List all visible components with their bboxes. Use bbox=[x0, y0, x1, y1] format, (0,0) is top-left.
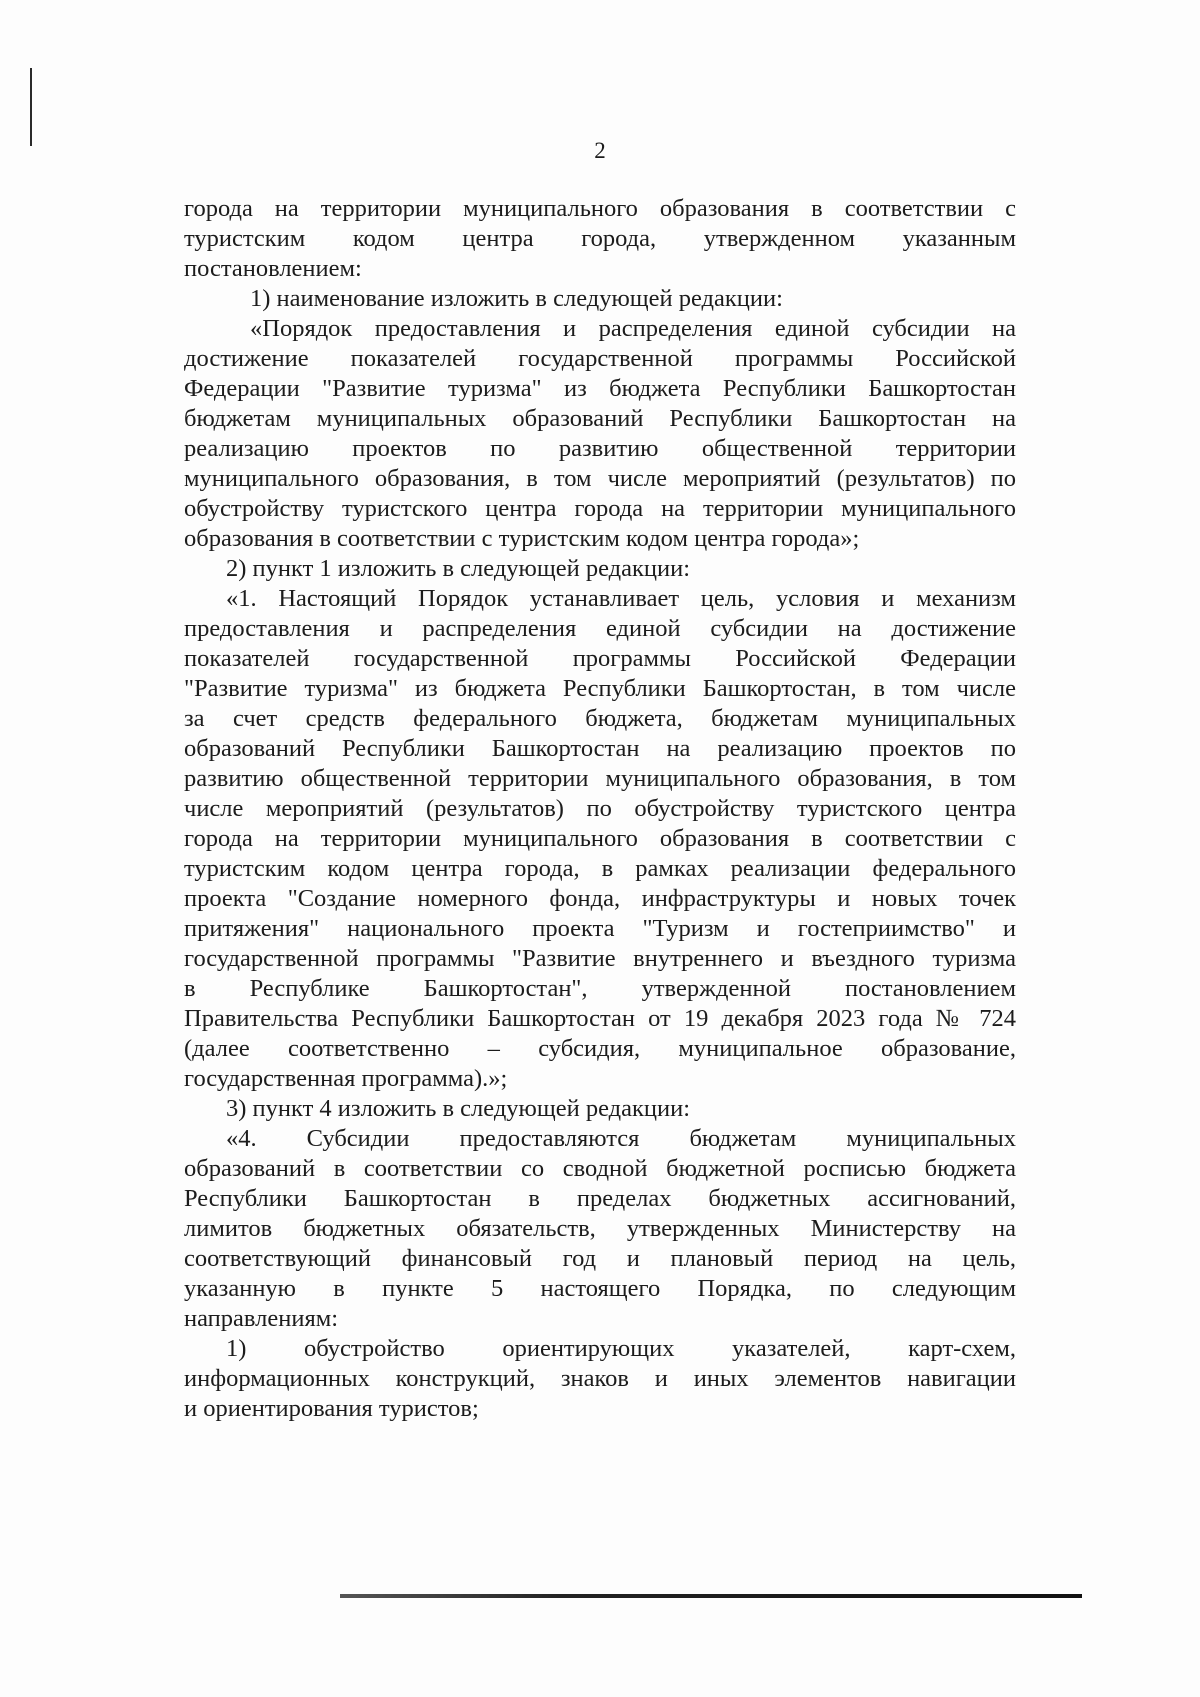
text-line: за счет средств федерального бюджета, бюджетам муниципальных bbox=[184, 705, 1016, 732]
scan-edge-mark bbox=[30, 68, 32, 146]
text-line: образований в соответствии со сводной бюджетной росписью бюджета bbox=[184, 1155, 1016, 1182]
text-line: информационных конструкций, знаков и иных элементов навигации bbox=[184, 1365, 1016, 1392]
text-line: Федерации "Развитие туризма" из бюджета Республики Башкортостан bbox=[184, 375, 1016, 402]
text-line: показателей государственной программы Российской Федерации bbox=[184, 645, 1016, 672]
text-line: бюджетам муниципальных образований Республики Башкортостан на bbox=[184, 405, 1016, 432]
text-line: «Порядок предоставления и распределения единой субсидии на bbox=[250, 315, 1016, 342]
text-line: Республики Башкортостан в пределах бюджетных ассигнований, bbox=[184, 1185, 1016, 1212]
text-line: реализацию проектов по развитию общественной территории bbox=[184, 435, 1016, 462]
text-line: развитию общественной территории муниципального образования, в том bbox=[184, 765, 1016, 792]
text-line: постановлением: bbox=[184, 255, 362, 282]
text-line: «4. Субсидии предоставляются бюджетам муниципальных bbox=[226, 1125, 1016, 1152]
text-line: 1) наименование изложить в следующей редакции: bbox=[250, 285, 783, 312]
text-line: направлениям: bbox=[184, 1305, 339, 1332]
text-line: муниципального образования, в том числе мероприятий (результатов) по bbox=[184, 465, 1016, 492]
text-line: "Развитие туризма" из бюджета Республики Башкортостан, в том числе bbox=[184, 675, 1016, 702]
text-line: числе мероприятий (результатов) по обустройству туристского центра bbox=[184, 795, 1016, 822]
footer-rule bbox=[340, 1594, 1082, 1598]
text-line: лимитов бюджетных обязательств, утвержденных Министерству на bbox=[184, 1215, 1016, 1242]
text-line: соответствующий финансовый год и плановый период на цель, bbox=[184, 1245, 1016, 1272]
text-line: и ориентирования туристов; bbox=[184, 1395, 479, 1422]
text-line: государственной программы "Развитие внутреннего и въездного туризма bbox=[184, 945, 1016, 972]
text-line: Правительства Республики Башкортостан от 19 декабря 2023 года № 724 bbox=[184, 1005, 1016, 1032]
text-line: притяжения" национального проекта "Туризм и гостеприимство" и bbox=[184, 915, 1016, 942]
text-line: образований Республики Башкортостан на реализацию проектов по bbox=[184, 735, 1016, 762]
text-line: обустройству туристского центра города на территории муниципального bbox=[184, 495, 1016, 522]
text-line: в Республике Башкортостан", утвержденной постановлением bbox=[184, 975, 1016, 1002]
text-line: города на территории муниципального образования в соответствии с bbox=[184, 195, 1016, 222]
text-line: предоставления и распределения единой субсидии на достижение bbox=[184, 615, 1016, 642]
text-line: города на территории муниципального образования в соответствии с bbox=[184, 825, 1016, 852]
text-line: туристским кодом центра города, в рамках реализации федерального bbox=[184, 855, 1016, 882]
text-line: 2) пункт 1 изложить в следующей редакции: bbox=[226, 555, 691, 582]
text-line: «1. Настоящий Порядок устанавливает цель, условия и механизм bbox=[226, 585, 1016, 612]
text-line: достижение показателей государственной программы Российской bbox=[184, 345, 1016, 372]
document-body bbox=[184, 194, 1016, 1424]
text-line: образования в соответствии с туристским кодом центра города»; bbox=[184, 525, 860, 552]
text-line: туристским кодом центра города, утвержденном указанным bbox=[184, 225, 1016, 252]
text-line: (далее соответственно – субсидия, муниципальное образование, bbox=[184, 1035, 1016, 1062]
text-line: проекта "Создание номерного фонда, инфраструктуры и новых точек bbox=[184, 885, 1016, 912]
page-number: 2 bbox=[594, 138, 606, 163]
text-line: 1) обустройство ориентирующих указателей, карт-схем, bbox=[226, 1335, 1016, 1362]
text-line: государственная программа).»; bbox=[184, 1065, 508, 1092]
text-line: указанную в пункте 5 настоящего Порядка, по следующим bbox=[184, 1275, 1016, 1302]
text-line: 3) пункт 4 изложить в следующей редакции: bbox=[226, 1095, 691, 1122]
